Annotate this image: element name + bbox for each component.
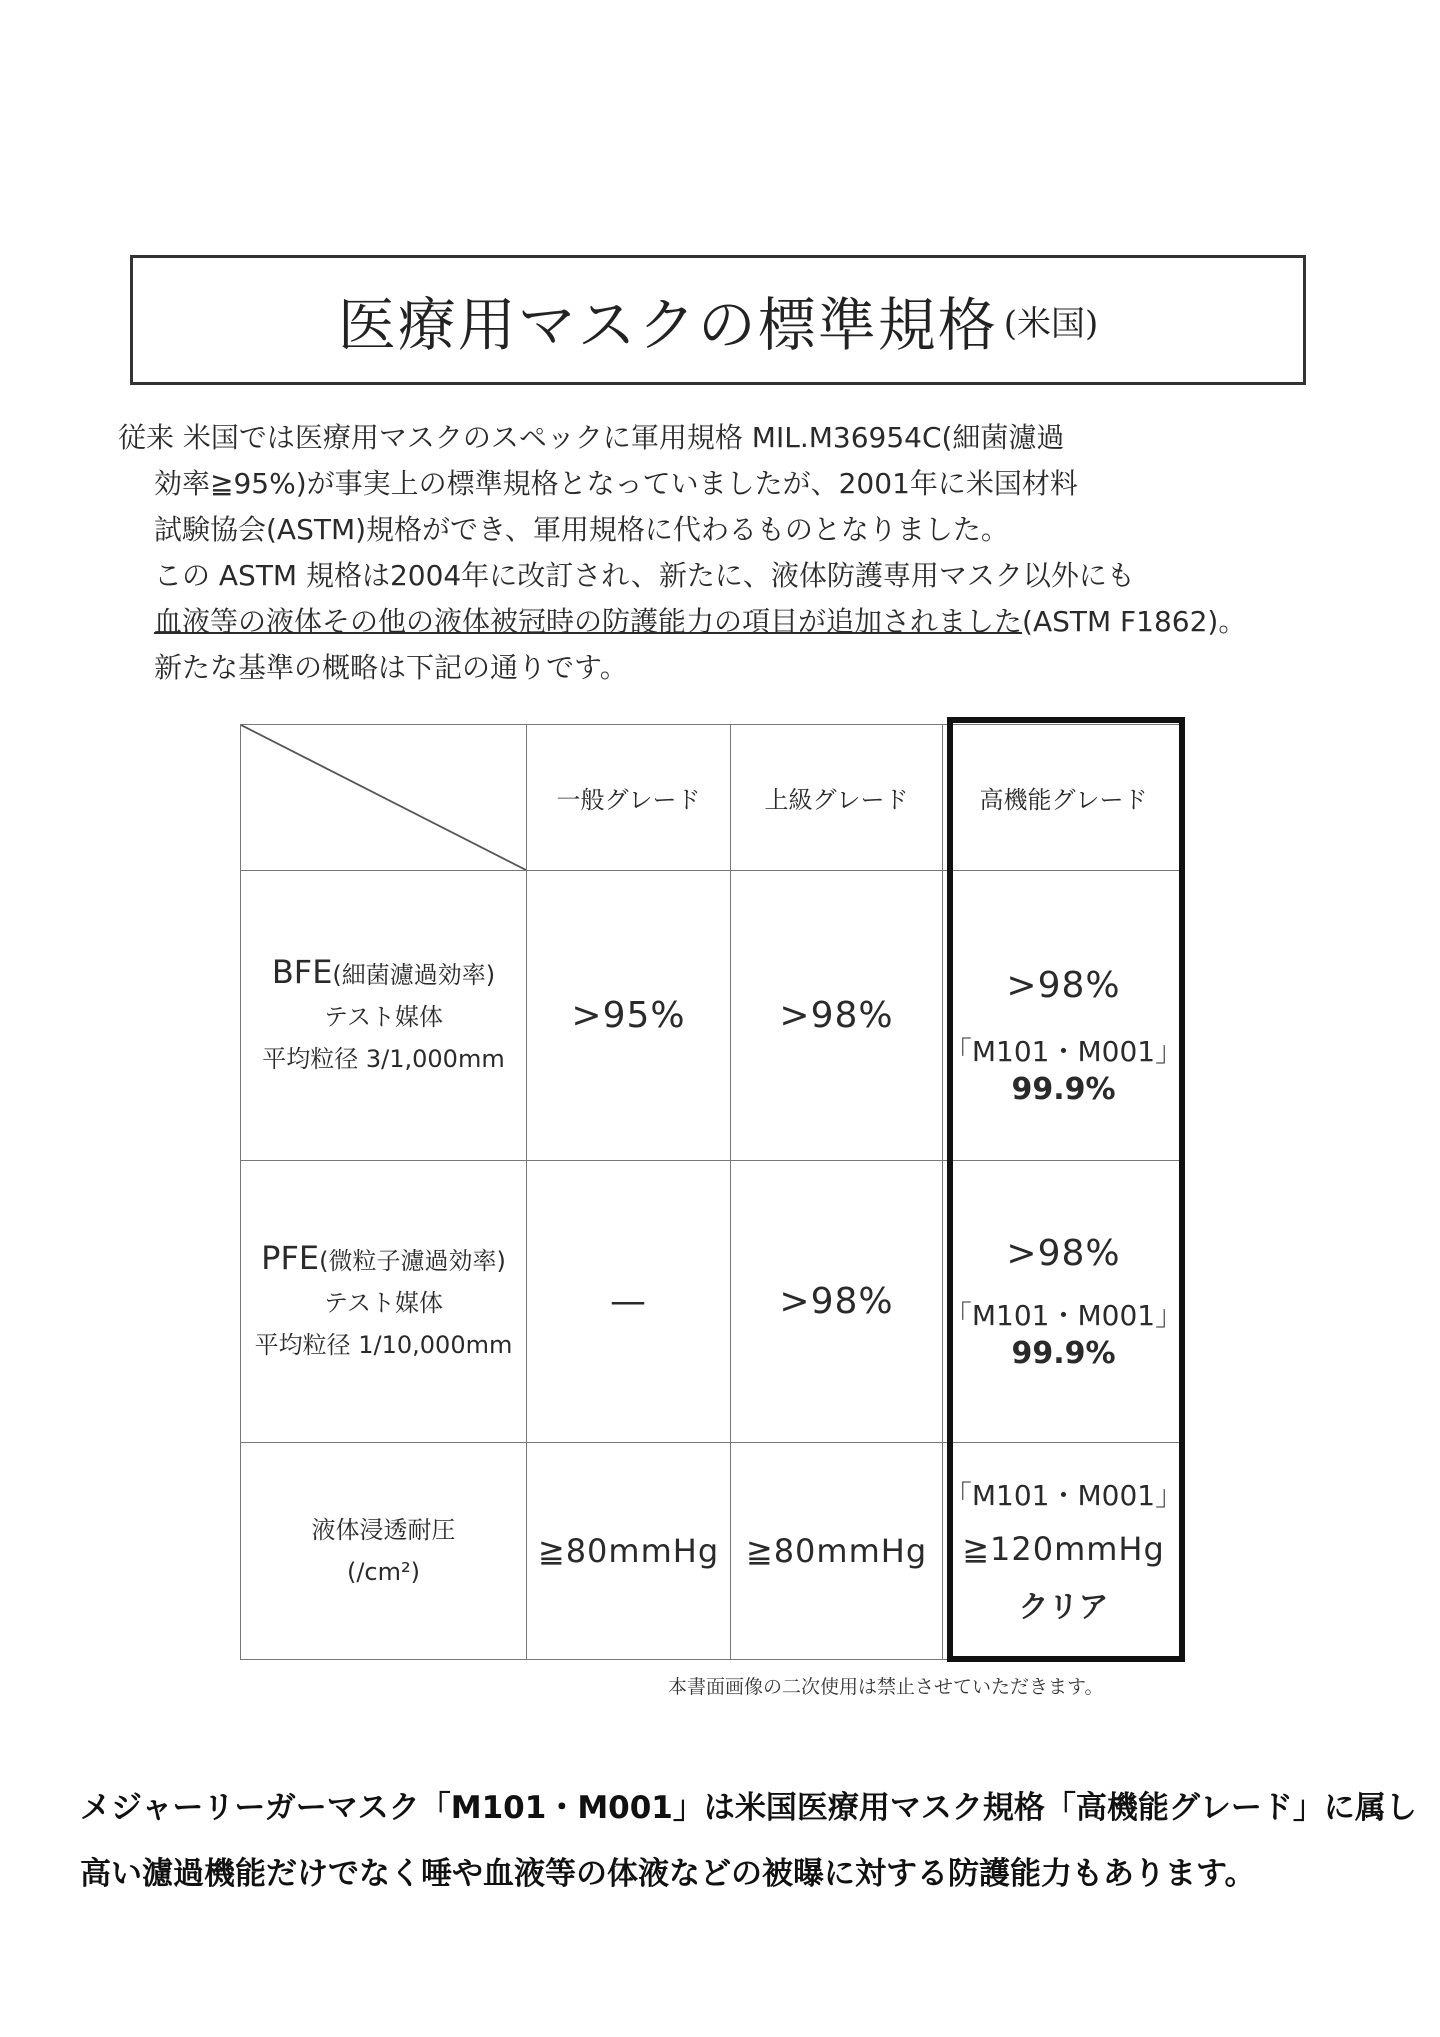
cell-general: >95%: [527, 871, 731, 1161]
product-value: 99.9%: [1011, 1071, 1116, 1107]
cell-high: [943, 871, 1185, 1161]
label-paren: (微粒子濾過効率): [319, 1247, 506, 1275]
intro-line: 試験協会(ASTM)規格ができ、軍用規格に代わるものとなりました。: [154, 513, 1009, 546]
product-value: 99.9%: [1011, 1335, 1116, 1371]
footer-line: メジャーリーガーマスク「M101・M001」は米国医療用マスク規格「高機能グレード」に属し: [80, 1790, 1417, 1826]
intro-underlined-text: 血液等の液体その他の液体被冠時の防護能力の項目が追加されました: [154, 605, 1023, 638]
label-main: 液体浸透耐圧: [311, 1516, 456, 1544]
page-title: 医療用マスクの標準規格: [337, 291, 998, 359]
intro-text: [118, 415, 1338, 691]
cell-high: [943, 1443, 1185, 1660]
high-value: >98%: [1006, 1232, 1121, 1274]
product-note: 「M101・M001」: [943, 1298, 1184, 1332]
product-note: 「M101・M001」: [943, 1479, 1184, 1512]
cell-general: ≧80mmHg: [527, 1443, 731, 1660]
intro-line: この ASTM 規格は2004年に改訂され、新たに、液体防護専用マスク以外にも: [154, 559, 1135, 592]
cell-advanced: >98%: [731, 871, 943, 1161]
header-general: 一般グレード: [527, 725, 731, 871]
corner-cell: [241, 725, 527, 871]
cell-general: —: [527, 1161, 731, 1443]
footer-line: 高い濾過機能だけでなく唾や血液等の体液などの被曝に対する防護能力もあります。: [80, 1856, 1256, 1892]
title-box: [130, 255, 1306, 385]
header-advanced: 上級グレード: [731, 725, 943, 871]
label-line: テスト媒体: [323, 1289, 444, 1317]
footer-statement: [80, 1775, 1417, 1907]
row-label-bfe: [241, 871, 527, 1161]
table-row-bfe: [241, 871, 1185, 1161]
row-label-pfe: [241, 1161, 527, 1443]
spec-table: [240, 724, 1185, 1660]
product-note: 「M101・M001」: [943, 1034, 1184, 1068]
intro-line: 新たな基準の概略は下記の通りです。: [154, 651, 628, 684]
product-value: クリア: [1018, 1590, 1109, 1625]
header-row: [241, 725, 1185, 871]
disclaimer: 本書面画像の二次使用は禁止させていただきます。: [668, 1676, 1104, 1698]
page-title-sub: (米国): [1003, 303, 1099, 344]
cell-advanced: >98%: [731, 1161, 943, 1443]
table-row-pfe: [241, 1161, 1185, 1443]
row-label-fluid: [241, 1443, 527, 1660]
label-line: テスト媒体: [323, 1003, 444, 1031]
cell-high: [943, 1161, 1185, 1443]
intro-line: 効率≧95%)が事実上の標準規格となっていましたが、2001年に米国材料: [154, 467, 1078, 500]
cell-advanced: ≧80mmHg: [731, 1443, 943, 1660]
high-value: >98%: [1006, 964, 1121, 1006]
diagonal-line: [241, 725, 526, 870]
label-line: 平均粒径 3/1,000mm: [262, 1045, 505, 1073]
label-paren: (細菌濾過効率): [332, 961, 496, 989]
label-unit: (/cm²): [346, 1558, 420, 1586]
table-row-fluid: [241, 1443, 1185, 1660]
label-main: BFE: [271, 953, 333, 991]
label-line: 平均粒径 1/10,000mm: [254, 1331, 513, 1359]
high-value: ≧120mmHg: [962, 1530, 1165, 1568]
intro-line: [118, 599, 1338, 645]
intro-line-rest: (ASTM F1862)。: [1022, 605, 1247, 638]
label-main: PFE: [261, 1239, 320, 1277]
intro-line: 従来 米国では医療用マスクのスペックに軍用規格 MIL.M36954C(細菌濾過: [118, 421, 1065, 454]
header-high: 高機能グレード: [943, 725, 1185, 871]
